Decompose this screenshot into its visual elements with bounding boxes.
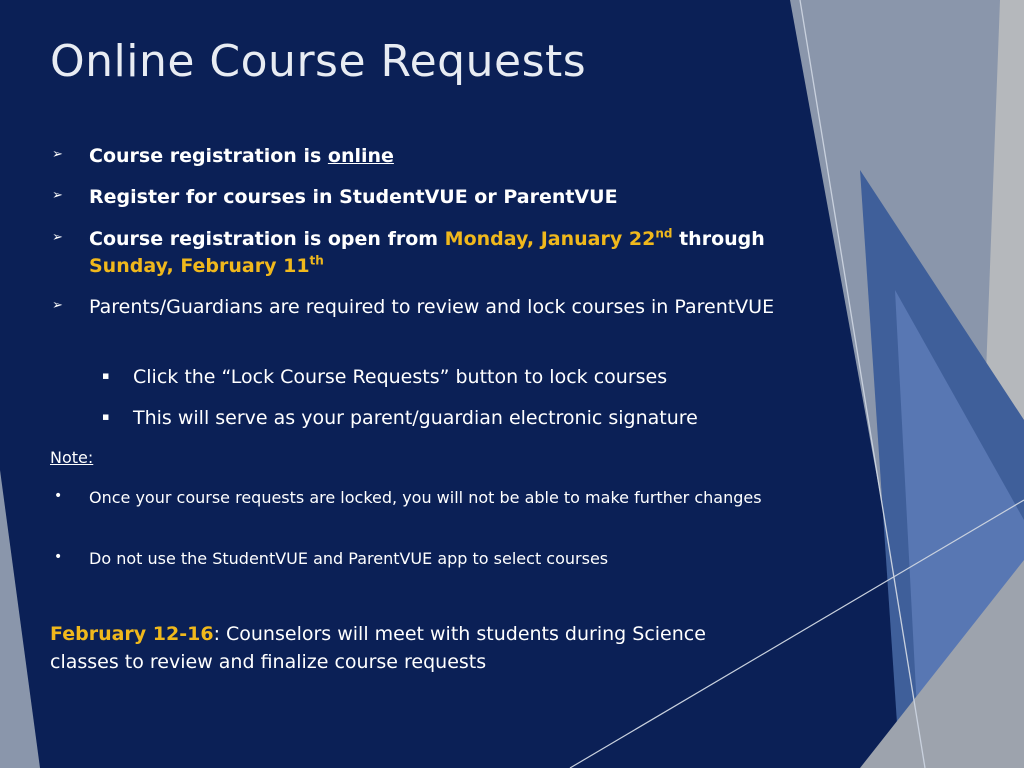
arrow-bullet-icon: ➢	[52, 230, 63, 245]
arrow-bullet-icon: ➢	[52, 298, 63, 313]
online-link: online	[327, 145, 394, 167]
slide: Online Course Requests ➢ Course registration is online ➢ Register for courses in StudentVUE or ParentVUE ➢ Course registration is open from Monday, January 22nd through Sunday, February 11th ➢ Parents/Guardians are required to review and lock courses in ParentVUE ▪ Click the “Lock Course Requests” button to lock courses ▪ This will serve as your parent/guardian electronic signature Note: • Once your course requests are locked, you will not be able to make further changes • Do not use the StudentVUE and ParentVUE app to select courses February 12-16: Counselors will meet with students during Science classes to review and finalize course requests	[0, 0, 1024, 768]
dot-bullet-icon: •	[54, 549, 63, 565]
arrow-bullet-icon: ➢	[52, 188, 63, 203]
end-date: Sunday, February 11th	[89, 253, 324, 277]
dot-bullet-icon: •	[54, 488, 63, 504]
square-bullet-icon: ▪	[102, 410, 110, 423]
arrow-bullet-icon: ➢	[52, 147, 63, 162]
start-date: Monday, January 22nd	[444, 226, 673, 250]
square-bullet-icon: ▪	[102, 369, 110, 382]
note-label: Note:	[50, 448, 94, 467]
meeting-dates: February 12-16	[50, 623, 214, 645]
counselor-meeting-text: February 12-16: Counselors will meet with students during Science classes to review and finalize course requests	[50, 623, 706, 673]
slide-title: Online Course Requests	[50, 36, 587, 87]
